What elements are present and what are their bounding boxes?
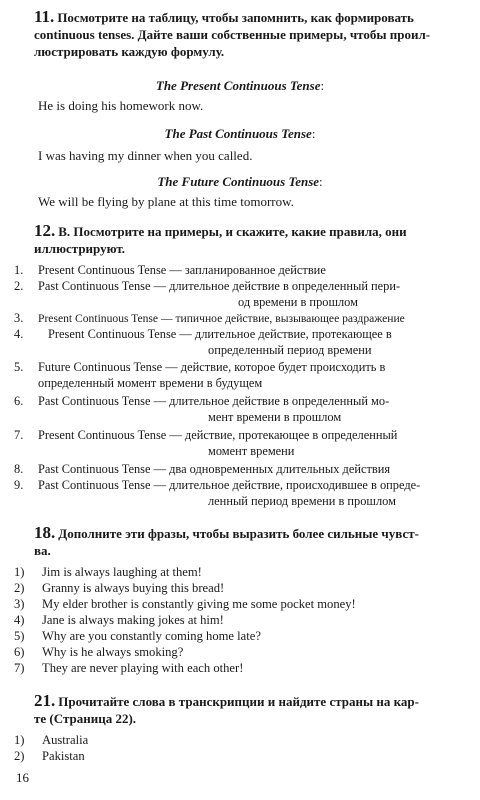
exercise-number: 18. (34, 523, 56, 542)
heading-line: В. Посмотрите на примеры, и скажите, какие правила, они (58, 224, 407, 239)
tense-title: The Future Continuous Tense: (157, 174, 323, 189)
exercise-12-heading (34, 222, 474, 257)
exercise-18-heading (34, 524, 474, 559)
heading-line: Дополните эти фразы, чтобы выразить более сильные чувст- (58, 526, 419, 541)
heading-line: те (Страница 22). (34, 711, 137, 726)
tense-title: The Past Continuous Tense: (164, 126, 316, 141)
tense-title: The Present Continuous Tense: (155, 78, 325, 93)
example-sentence: He is doing his homework now. (38, 98, 204, 113)
exercise-number: 11. (34, 7, 55, 26)
page-number: 16 (16, 770, 29, 785)
example-sentence: We will be flying by plane at this time tomorrow. (38, 194, 294, 209)
exercise-number: 12. (34, 221, 56, 240)
exercise-11-heading (34, 8, 474, 60)
heading-line: люстрировать каждую формулу. (34, 44, 225, 59)
heading-line: Посмотрите на таблицу, чтобы запомнить, как формировать (57, 10, 414, 25)
example-sentence: I was having my dinner when you called. (38, 148, 253, 163)
heading-line: continuous tenses. Дайте ваши собственные примеры, чтобы проил- (34, 27, 431, 42)
heading-line: ва. (34, 543, 51, 558)
heading-line: Прочитайте слова в транскрипции и найдите страны на кар- (58, 694, 419, 709)
heading-line: иллюстрируют. (34, 241, 126, 256)
exercise-21-heading (34, 692, 474, 727)
textbook-page: 11. Посмотрите на таблицу, чтобы запомнить, как формировать continuous tenses. Дайте ваши собственные примеры, чтобы проил- люстрировать каждую формулу. The Present Continuous Tense: He is doing his homework now. The Past Continuous Tense: I was having my dinner when you called. The Future Continuous Tense: We will be flying by plane at this time tomorrow. 12. В. Посмотрите на примеры, и скажите, какие правила, они иллюстрируют. 1. Present Continuous Tense — запланированное действие 2. Past Continuous Tense — длительное действие в определенный пери- од времени в прошлом 3. Present Continuous Tense — типичное действие, вызывающее раздражение 4. Present Continuous Tense — длительное действие, протекающее в определенный период времени 5. Future Continuous Tense — действие, которое будет происходить в определенный момент времени в будущем 6. Past Continuous Tense — длительное действие в определенный мо- мент времени в прошлом 7. Present Continuous Tense — действие, протекающее в определенный момент времени 8. Past Continuous Tense — два одновременных длительных действия 9. Past Continuous Tense — длительное действие, происходившее в опреде- ленный период времени в прошлом 18. Дополните эти фразы, чтобы выразить более сильные чувст- ва. 1) Jim is always laughing at them! 2) Granny is always buying this bread! 3) My elder brother is constantly giving me some pocket money! 4) Jane is always making jokes at him! 5) Why are you constantly coming home late? 6) Why is he always smoking? 7) They are never playing with each other! 21. Прочитайте слова в транскрипции и найдите страны на кар- те (Страница 22). 1) Australia 2) Pakistan 16 (0, 0, 480, 800)
exercise-number: 21. (34, 691, 56, 710)
